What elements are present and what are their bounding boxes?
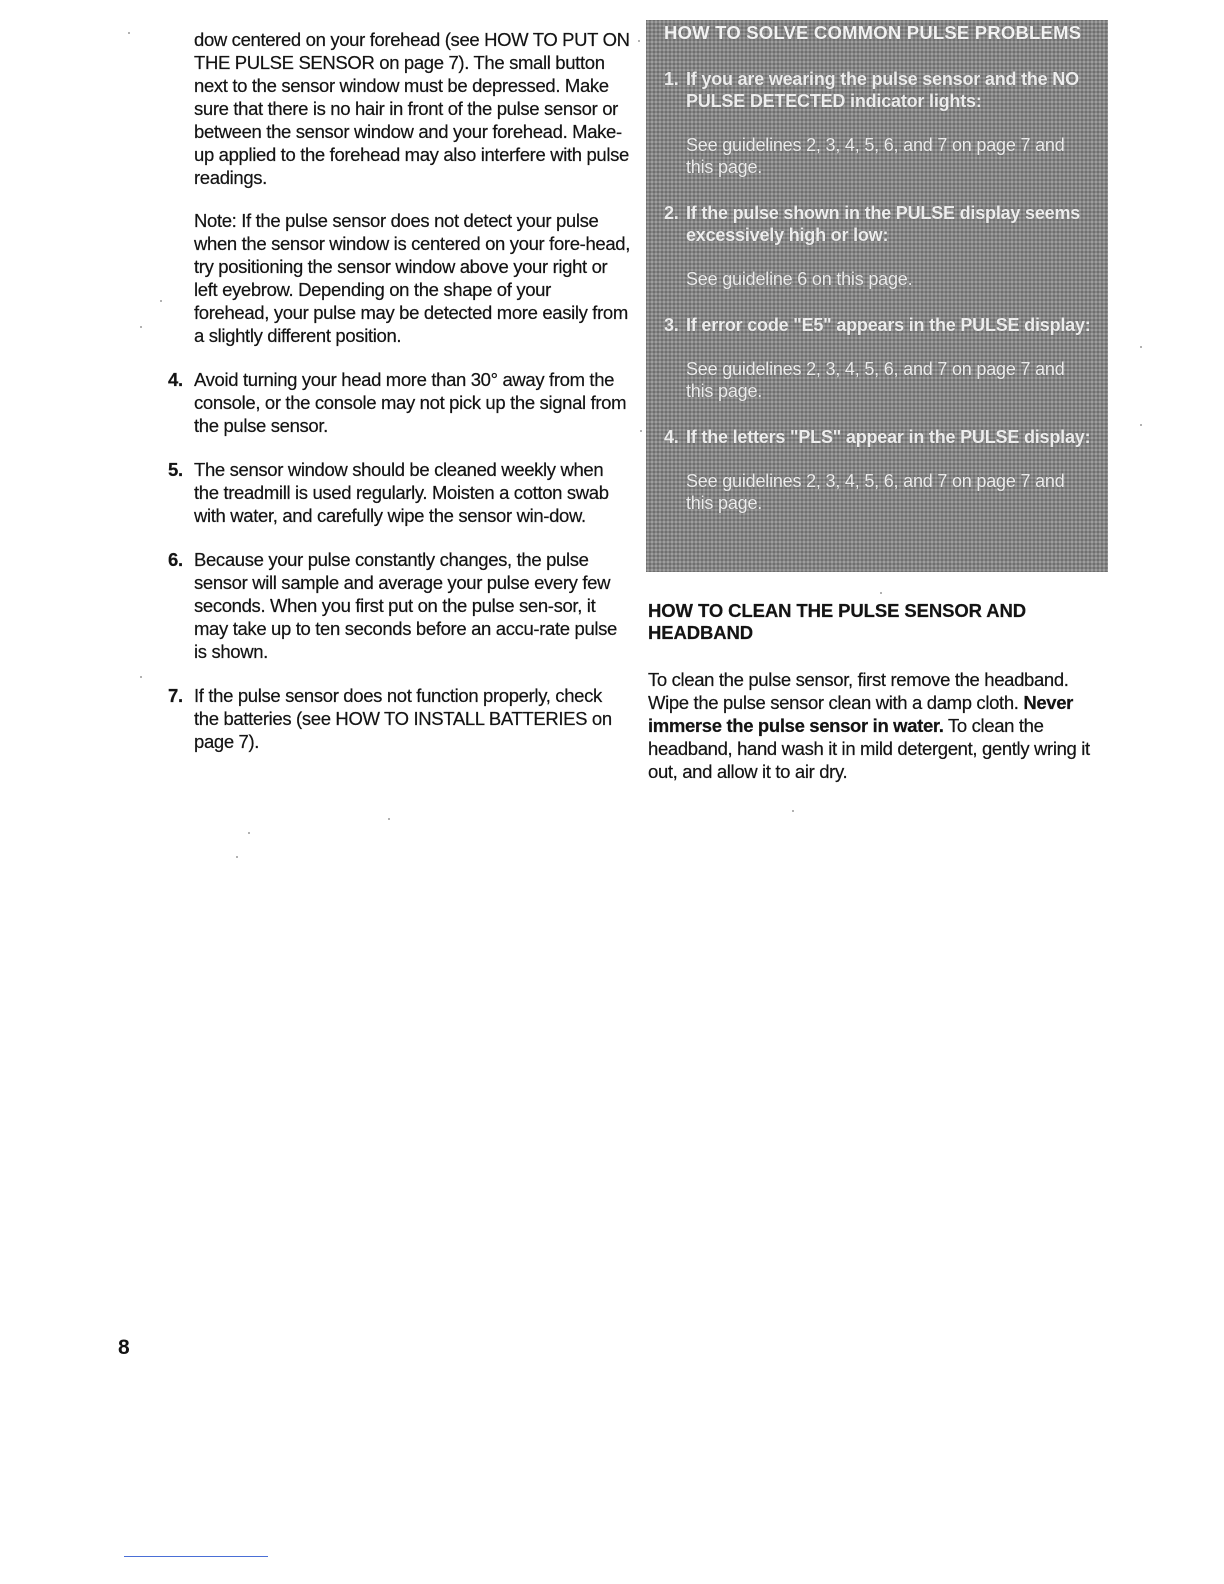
- problem-number: 2.: [664, 203, 679, 223]
- problem-answer: See guidelines 2, 3, 4, 5, 6, and 7 on page 7 and this page.: [686, 359, 1065, 401]
- left-column: [168, 28, 630, 753]
- cleaning-body-part1: To clean the pulse sensor, first remove the headband. Wipe the pulse sensor clean with a damp cloth.: [648, 669, 1069, 713]
- problem-question-text: If the letters "PLS" appear in the PULSE display:: [686, 427, 1091, 447]
- list-item: [168, 458, 630, 527]
- continued-paragraph: dow centered on your forehead (see HOW TO PUT ON THE PULSE SENSOR on page 7). The small button next to the sensor window must be depressed. Make sure that there is no hair in front of the pulse sensor or between the sensor window and your forehead. Make-up applied to the forehead may also interfere with pulse readings.: [194, 29, 630, 188]
- cleaning-body-part2: To clean the headband, hand wash it in mild detergent, gently wring it out, and allow it to air dry.: [648, 715, 1090, 782]
- scan-speck: [128, 32, 130, 34]
- scan-speck: [140, 326, 142, 328]
- list-item-text: If the pulse sensor does not function properly, check the batteries (see HOW TO INSTALL BATTERIES on page 7).: [194, 685, 612, 752]
- list-item-number: 4.: [168, 369, 183, 390]
- problem-question-text: If error code "E5" appears in the PULSE display:: [686, 315, 1091, 335]
- list-item-text: The sensor window should be cleaned weekly when the treadmill is used regularly. Moisten a cotton swab with water, and carefully wipe the sensor win-dow.: [194, 459, 609, 526]
- problem-question: [664, 314, 1094, 336]
- list-item: [168, 684, 630, 753]
- scan-speck: [640, 430, 642, 432]
- scan-speck: [792, 810, 794, 812]
- problem-number: 3.: [664, 315, 679, 335]
- problem-number: 4.: [664, 427, 679, 447]
- problem-question: [664, 426, 1094, 448]
- cleaning-warning: Never immerse the pulse sensor in water.: [648, 692, 1074, 736]
- problem-answer: See guideline 6 on this page.: [686, 269, 913, 289]
- list-item-number: 5.: [168, 459, 183, 480]
- scan-speck: [140, 676, 142, 678]
- problem-question: [664, 68, 1094, 112]
- problem-answer: See guidelines 2, 3, 4, 5, 6, and 7 on page 7 and this page.: [686, 471, 1065, 513]
- problem-question: [664, 202, 1094, 246]
- cleaning-body: [648, 668, 1110, 783]
- list-item-text: Avoid turning your head more than 30° away from the console, or the console may not pick up the signal from the pulse sensor.: [194, 369, 627, 436]
- troubleshooting-box: [646, 20, 1108, 572]
- problem-question-text: If the pulse shown in the PULSE display seems excessively high or low:: [686, 203, 1081, 245]
- problem-item: [664, 68, 1094, 178]
- list-item-number: 6.: [168, 549, 183, 570]
- cleaning-section: [648, 600, 1110, 783]
- scan-speck: [1140, 346, 1142, 348]
- troubleshooting-title: HOW TO SOLVE COMMON PULSE PROBLEMS: [664, 22, 1082, 43]
- scan-speck: [1140, 424, 1142, 426]
- scan-speck: [388, 818, 390, 820]
- list-item-text: Because your pulse constantly changes, the pulse sensor will sample and average your pulse every few seconds. When you first put on the pulse sen-sor, it may take up to ten seconds before an accu-rate pulse is shown.: [194, 549, 617, 662]
- note-paragraph: Note: If the pulse sensor does not detect your pulse when the sensor window is centered on your fore-head, try positioning the sensor window above your right or left eyebrow. Depending on the shape of your forehead, your pulse may be detected more easily from a slightly different position.: [194, 210, 630, 346]
- problem-item: [664, 426, 1094, 514]
- scan-speck: [638, 40, 640, 42]
- problem-item: [664, 314, 1094, 402]
- scan-speck: [880, 592, 882, 594]
- page-number: 8: [118, 1336, 130, 1359]
- list-item-number: 7.: [168, 685, 183, 706]
- footer-rule: [124, 1556, 268, 1557]
- list-item: [168, 368, 630, 437]
- cleaning-heading: HOW TO CLEAN THE PULSE SENSOR AND HEADBAND: [648, 600, 1027, 643]
- guideline-list: [168, 368, 630, 753]
- scan-speck: [236, 856, 238, 858]
- scan-speck: [160, 300, 162, 302]
- problem-answer: See guidelines 2, 3, 4, 5, 6, and 7 on page 7 and this page.: [686, 135, 1065, 177]
- problem-number: 1.: [664, 69, 679, 89]
- list-item: [168, 548, 630, 663]
- scan-speck: [248, 832, 250, 834]
- problem-item: [664, 202, 1094, 290]
- problem-question-text: If you are wearing the pulse sensor and the NO PULSE DETECTED indicator lights:: [686, 69, 1079, 111]
